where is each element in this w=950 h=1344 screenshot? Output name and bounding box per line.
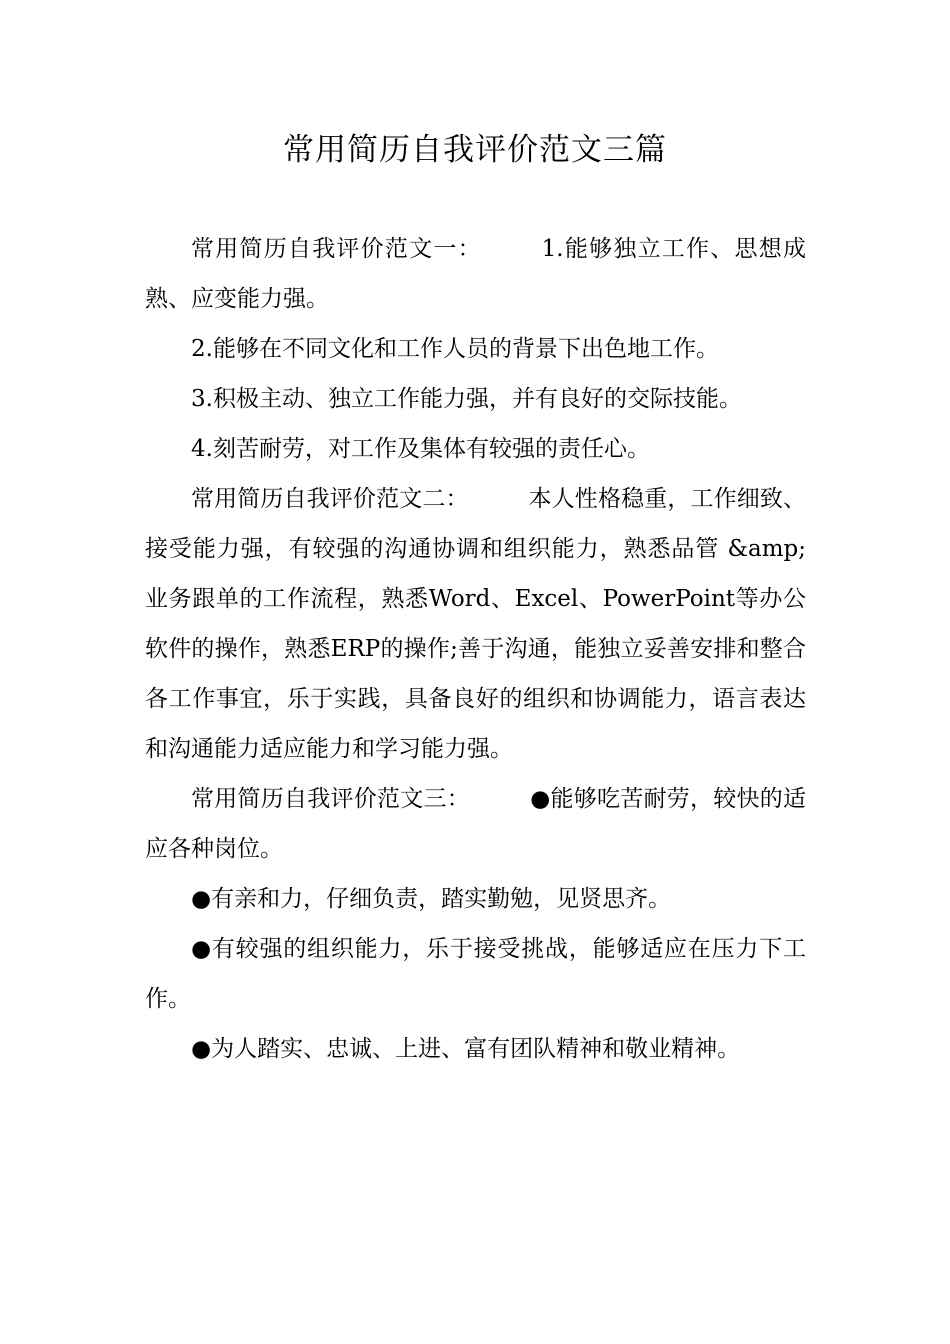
paragraph-text: 4.刻苦耐劳，对工作及集体有较强的责任心。	[191, 436, 650, 462]
paragraph-text: 2.能够在不同文化和工作人员的背景下出色地工作。	[191, 336, 719, 362]
paragraph-bullet-2	[145, 874, 806, 924]
paragraph-sample-2	[145, 474, 806, 774]
paragraph-sample-1	[145, 224, 806, 324]
paragraph-lead: 常用简历自我评价范文二：	[191, 486, 469, 512]
paragraph-text: ●有亲和力，仔细负责，踏实勤勉，见贤思齐。	[191, 886, 672, 912]
paragraph-text: ●有较强的组织能力，乐于接受挑战，能够适应在压力下工作。	[145, 936, 806, 1012]
paragraph-lead: 常用简历自我评价范文三：	[191, 786, 471, 812]
paragraph-item-2	[145, 324, 806, 374]
paragraph-text: ●能够吃苦耐劳，较快的适应各种岗位。	[145, 786, 806, 862]
paragraph-lead: 常用简历自我评价范文一：	[191, 236, 482, 262]
document-body	[145, 224, 806, 1074]
paragraph-sample-3	[145, 774, 806, 874]
paragraph-bullet-3	[145, 924, 806, 1024]
document-title: 常用简历自我评价范文三篇	[283, 132, 667, 168]
paragraph-item-4	[145, 424, 806, 474]
paragraph-bullet-4	[145, 1024, 806, 1074]
paragraph-text: ●为人踏实、忠诚、上进、富有团队精神和敬业精神。	[191, 1036, 741, 1062]
paragraph-text: 3.积极主动、独立工作能力强，并有良好的交际技能。	[191, 386, 742, 412]
paragraph-text: 1.能够独立工作、思想成熟、应变能力强。	[145, 236, 807, 312]
paragraph-text: 本人性格稳重，工作细致、接受能力强，有较强的沟通协调和组织能力，熟悉品管 &amp; 业务跟单的工作流程，熟悉Word、Excel、PowerPoint等办公软件的操作，熟悉ERP的操作;善于沟通，能独立妥善安排和整合各工作事宜，乐于实践，具备良好的组织和协调能力，语言表达和沟通能力适应能力和学习能力强。	[145, 486, 807, 762]
paragraph-item-3	[145, 374, 806, 424]
